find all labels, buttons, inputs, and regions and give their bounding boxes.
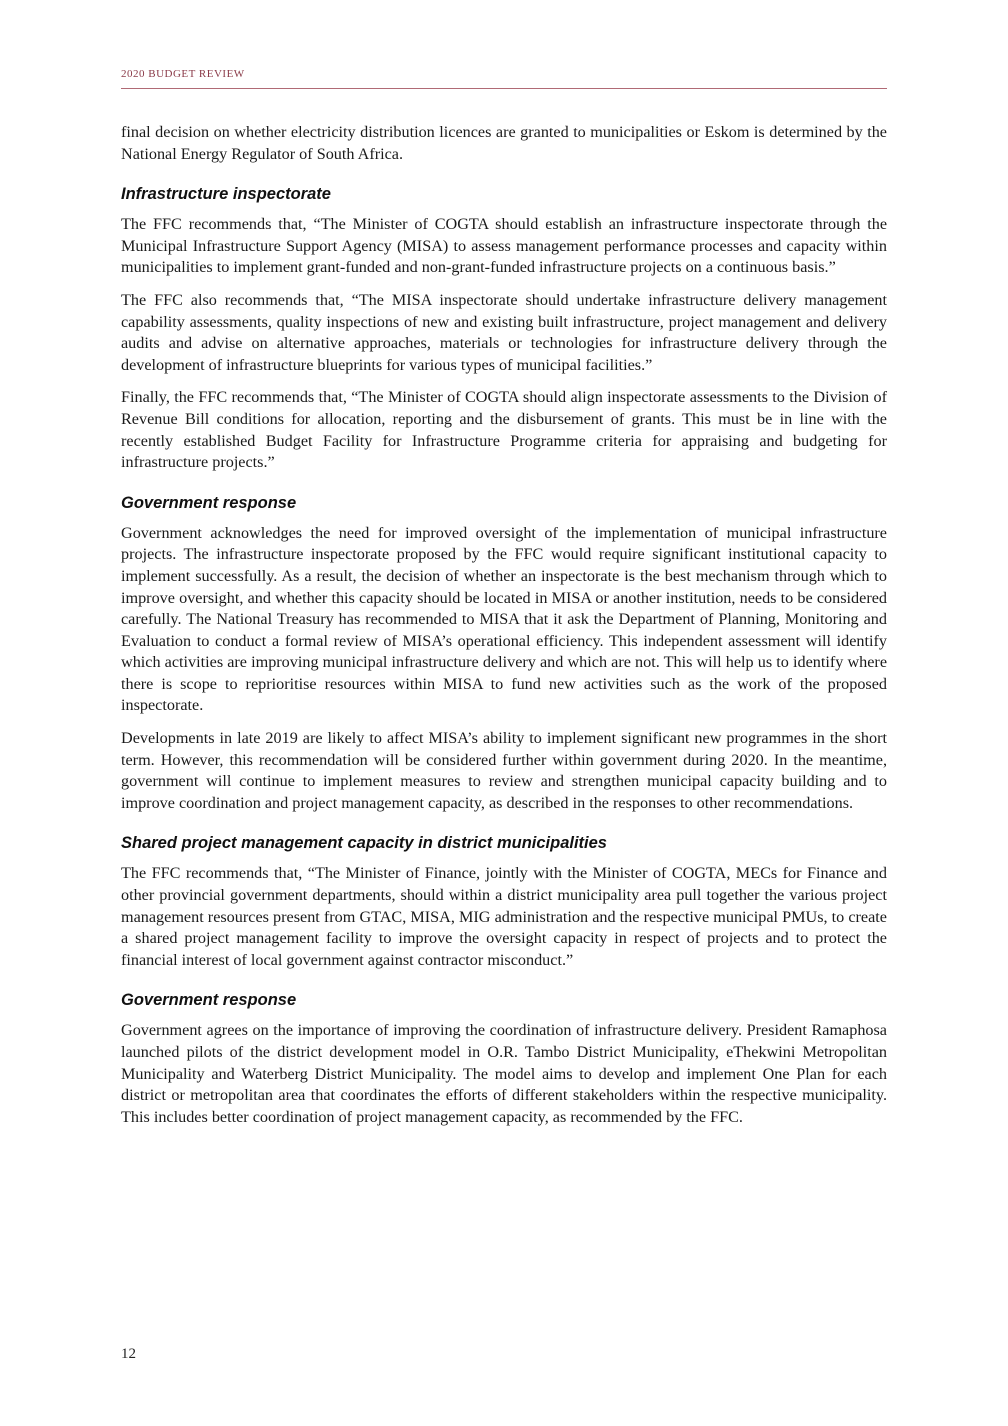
running-header: 2020 BUDGET REVIEW — [121, 68, 245, 80]
page-body — [121, 122, 887, 1139]
heading-infrastructure-inspectorate: Infrastructure inspectorate — [121, 185, 331, 204]
page-number: 12 — [121, 1346, 136, 1362]
paragraph-inspectorate-recommendation-2: The FFC also recommends that, “The MISA inspectorate should undertake infrastructure delivery management capability assessments, quality inspections of new and existing built infrastructure, project management and delivery audits and advise on alternative approaches, materials or technologies for infrastructure delivery through the development of infrastructure blueprints for various types of municipal facilities.” — [121, 290, 887, 374]
paragraph-inspectorate-recommendation-1: The FFC recommends that, “The Minister of COGTA should establish an infrastructure inspectorate through the Municipal Infrastructure Support Agency (MISA) to assess management performance processes and capacity within municipalities to implement grant-funded and non-grant-funded infrastructure projects on a continuous basis.” — [121, 215, 887, 277]
paragraph-government-response-1a: Government acknowledges the need for improved oversight of the implementation of municipal infrastructure projects. The infrastructure inspectorate proposed by the FFC would require significant institutional capacity to implement successfully. As a result, the decision of whether an inspectorate is the best mechanism through which to improve oversight, and whether this capacity should be located in MISA or another institution, needs to be considered carefully. The National Treasury has recommended to MISA that it ask the Department of Planning, Monitoring and Evaluation to conduct a formal review of MISA’s operational efficiency. This independent assessment will identify which activities are improving municipal infrastructure delivery and which are not. This will help us to identify where there is scope to reprioritise resources within MISA to fund new activities such as the work of the proposed inspectorate. — [121, 523, 887, 715]
paragraph-shared-project-management: The FFC recommends that, “The Minister of Finance, jointly with the Minister of COGTA, MECs for Finance and other provincial government departments, should within a district municipality area pull together the various project management resources present from GTAC, MISA, MIG administration and the respective municipal PMUs, to create a shared project management facility to improve the oversight capacity in respect of projects and to protect the financial interest of local government against contractor misconduct.” — [121, 864, 887, 969]
heading-government-response-1: Government response — [121, 493, 297, 512]
heading-government-response-2: Government response — [121, 991, 297, 1010]
header-divider — [121, 88, 887, 89]
paragraph-inspectorate-recommendation-3: Finally, the FFC recommends that, “The Minister of COGTA should align inspectorate assessments to the Division of Revenue Bill conditions for allocation, reporting and the disbursement of grants. This must be in line with the recently established Budget Facility for Infrastructure Programme criteria for appraising and budgeting for infrastructure projects.” — [121, 388, 887, 472]
paragraph-government-response-2: Government agrees on the importance of improving the coordination of infrastructure delivery. President Ramaphosa launched pilots of the district development model in O.R. Tambo District Municipality, eThekwini Metropolitan Municipality and Waterberg District Municipality. The model aims to develop and implement One Plan for each district or metropolitan area that coordinates the efforts of different stakeholders within the respective municipality. This includes better coordination of project management capacity, as recommended by the FFC. — [121, 1021, 887, 1126]
paragraph-government-response-1b: Developments in late 2019 are likely to affect MISA’s ability to implement significant new programmes in the short term. However, this recommendation will be considered further within government during 2020. In the meantime, government will continue to implement measures to review and strengthen municipal capacity building and to improve coordination and project management capacity, as described in the responses to other recommendations. — [121, 729, 887, 812]
paragraph-intro: final decision on whether electricity distribution licences are granted to municipalities or Eskom is determined by the National Energy Regulator of South Africa. — [121, 123, 887, 163]
heading-shared-project-management: Shared project management capacity in district municipalities — [121, 834, 607, 853]
